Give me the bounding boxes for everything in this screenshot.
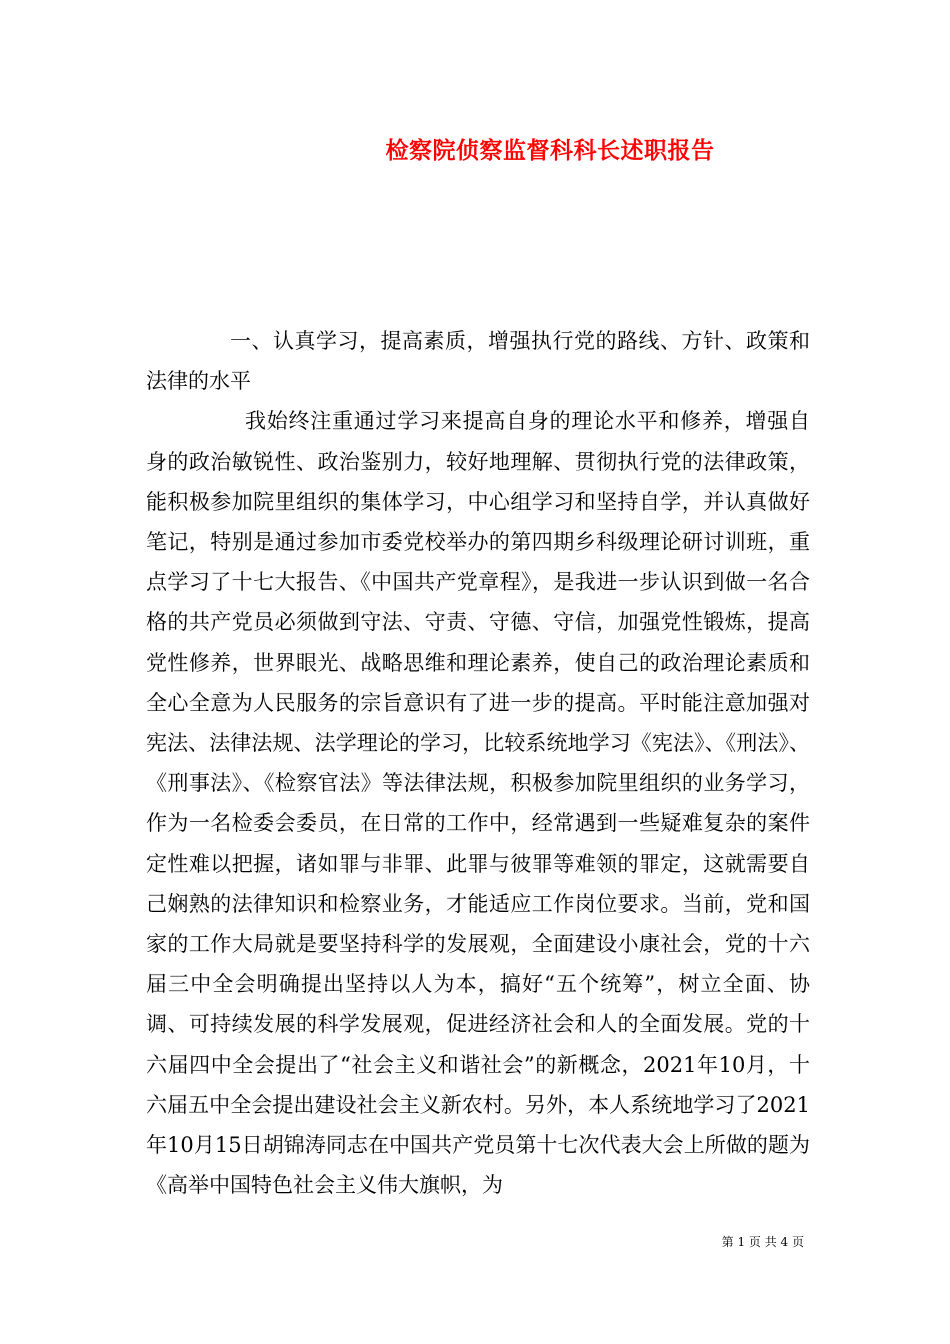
section-heading-paragraph: 一、认真学习，提高素质，增强执行党的路线、方针、政策和法律的水平 bbox=[146, 329, 810, 394]
body-paragraph: 我始终注重通过学习来提高自身的理论水平和修养，增强自身的政治敏锐性、政治鉴别力，较好地理解、贯彻执行党的法律政策，能积极参加院里组织的集体学习，中心组学习和坚持自学，并认真做好笔记，特别是通过参加市委党校举办的第四期乡科级理论研讨训班，重点学习了十七大报告、《中国共产党章程》，是我进一步认识到做一名合格的共产党员必须做到守法、守责、守德、守信，加强党性锻炼，提高党性修养，世界眼光、战略思维和理论素养，使自己的政治理论素质和全心全意为人民服务的宗旨意识有了进一步的提高。平时能注意加强对宪法、法律法规、法学理论的学习，比较系统地学习《宪法》、《刑法》、《刑事法》、《检察官法》等法律法规，积极参加院里组织的业务学习，作为一名检委会委员，在日常的工作中，经常遇到一些疑难复杂的案件定性难以把握，诸如罪与非罪、此罪与彼罪等难领的罪定，这就需要自己娴熟的法律知识和检察业务，才能适应工作岗位要求。当前，党和国家的工作大局就是要坚持科学的发展观，全面建设小康社会，党的十六届三中全会明确提出坚持以人为本，搞好“五个统筹”，树立全面、协调、可持续发展的科学发展观，促进经济社会和人的全面发展。党的十六届四中全会提出了“社会主义和谐社会”的新概念，2021年10月，十六届五中全会提出建设社会主义新农村。另外，本人系统地学习了2021年10月15日胡锦涛同志在中国共产党员第十七次代表大会上所做的题为《高举中国特色社会主义伟大旗帜，为 bbox=[146, 409, 810, 1198]
document-title: 检察院侦察监督科科长述职报告 bbox=[385, 137, 715, 164]
page-footer: 第 1 页 共 4 页 bbox=[721, 1235, 804, 1249]
document-body bbox=[146, 321, 810, 1205]
